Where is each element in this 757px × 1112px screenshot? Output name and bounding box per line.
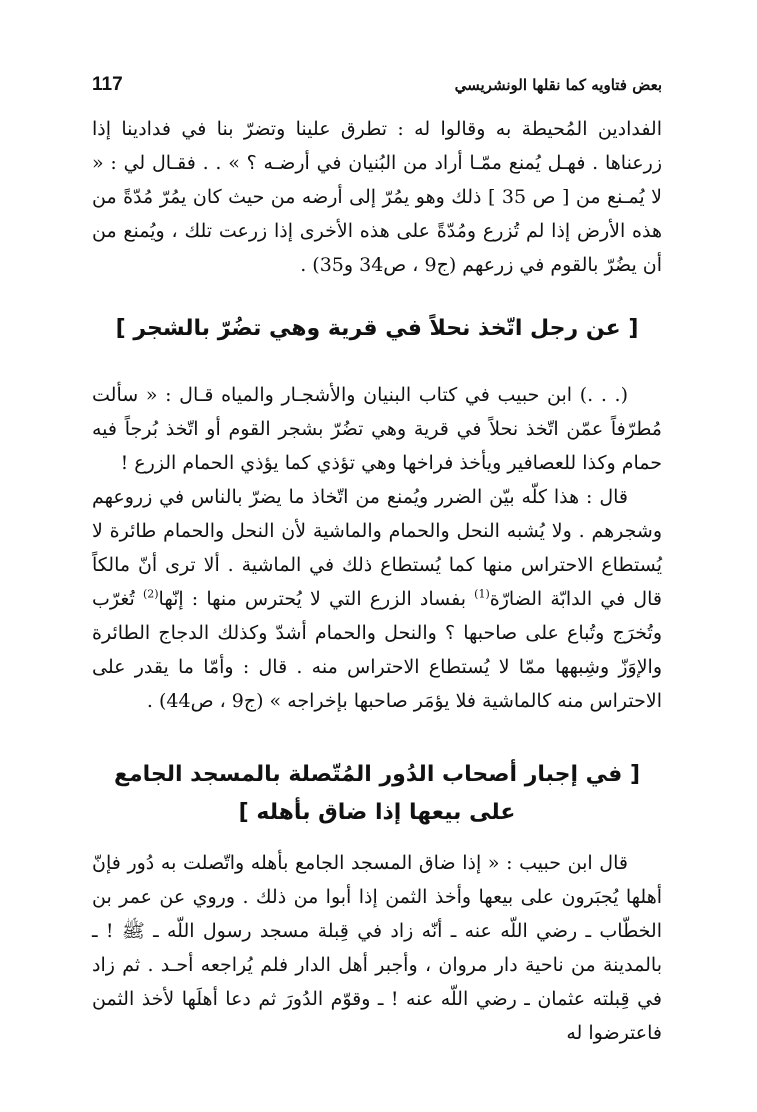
heading-line-2: على بيعها إذا ضاق بأهله ] [238, 800, 516, 825]
footnote-marker: (2) [142, 587, 159, 601]
paragraph: الفدادين المُحيطة به وقالوا له : تطرق علينا وتضرّ بنا في فدادينا إذا زرعناها . فهـل يُمنع ممّـا أراد من البُنيان في أرضـه ؟ » . . فقـال لي : « لا يُمـنع من [ ص 35 ] ذلك وهو يمُرّ إلى أرضه من حيث كان يمُرّ مُدّةً من هذه الأرض إذا لم تُزرع ومُدّةً على هذه الأخرى إذا زرعت تلك ، ويُمنع من أن يضُرّ بالقوم في زرعهم (ج9 ، ص34 و35) . [92, 118, 662, 276]
paragraph: (. . .) ابن حبيب في كتاب البنيان والأشجـار والمياه قـال : « سألت مُطرّفاً عمّن اتّخذ نحلاً في قرية وهي تضُرّ بشجر القوم أو اتّخذ بُرجاً فيه حمام وكذا للعصافير ويأخذ فراخها وهي تؤذي كما يؤذي الحمام الزرع ! [92, 384, 662, 474]
paragraph: قال ابن حبيب : « إذا ضاق المسجد الجامع بأهله واتّصلت به دُور فإنّ أهلها يُجبَرون على بيعها وأخذ الثمن إذا أبوا من ذلك . وروي عن عمر بن الخطّاب ـ رضي اللّه عنه ـ أنّه زاد في قِبلة مسجد رسول اللّه ـ ﷺ ! ـ بالمدينة من ناحية دار مروان ، وأجبر أهل الدار فلم يُراجعه أحـد . ثم زاد في قِبلته عثمان ـ رضي اللّه عنه ! ـ وقوّم الدُورَ ثم دعا أهلَها لأخذ الثمن فاعترضوا له [92, 852, 662, 1044]
section-1-text [92, 112, 662, 282]
heading-line-1: [ في إجبار أصحاب الدُور المُتّصلة بالمسجد الجامع [113, 762, 641, 787]
page-number: 117 [92, 74, 123, 95]
paragraph [92, 480, 662, 718]
section-heading-mosque [92, 756, 662, 832]
paragraph-part: قال : هذا كلّه بيّن الضرر ويُمنع من اتّخاذ ما يضرّ بالناس في زروعهم وشجرهم . ولا يُشبه النحل والحمام والماشية لأن النحل والحمام طائرة لا يُستطاع الاحتراس منها كما يُستطاع ذلك في الماشية . ألا ترى أنّ مالكاً قال في الدابّة الضارّة [92, 486, 662, 610]
running-title: بعض فتاويه كما نقلها الونشريسي [454, 76, 662, 94]
section-heading-bees [92, 310, 662, 348]
heading-line: [ عن رجل اتّخذ نحلاً في قرية وهي تضُرّ بالشجر ] [115, 316, 639, 341]
section-2-text [92, 378, 662, 718]
paragraph-part: بفساد الزرع التي لا يُحترس منها : إنّها [158, 588, 475, 610]
page-header [92, 74, 662, 104]
section-3-text [92, 846, 662, 1050]
footnote-marker: (1) [474, 587, 490, 601]
paragraph-part: تُغرّب وتُخرَج وتُباع على صاحبها ؟ والنحل والحمام أشدّ وكذلك الدجاج الطائرة والإوَزّ وشِبهها ممّا لا يُستطاع الاحتراس منه . قال : وأمّا ما يقدر على الاحتراس منه كالماشية فلا يؤمَر صاحبها بإخراجه » (ج9 ، ص44) . [92, 588, 662, 712]
